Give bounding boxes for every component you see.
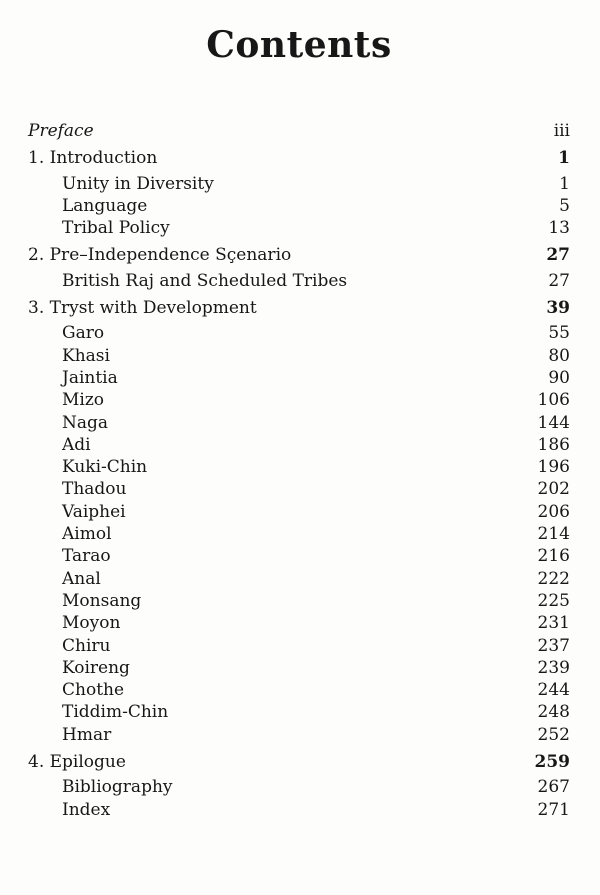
toc-entry-page: 237 <box>537 635 570 656</box>
toc-entry-label: Unity in Diversity <box>62 173 214 194</box>
toc-entry-page: 5 <box>559 195 570 216</box>
toc-entry-label: Monsang <box>62 590 142 611</box>
toc-entry-label: Anal <box>62 568 101 589</box>
toc-entry-page: 248 <box>537 702 570 723</box>
toc-entry-label: Language <box>62 195 148 216</box>
toc-entry <box>28 195 570 217</box>
toc-entry-label: Tribal Policy <box>62 218 170 239</box>
toc-entry <box>28 590 570 612</box>
toc-entry <box>28 612 570 634</box>
toc-entry-label: Index <box>62 799 111 820</box>
toc-entry <box>28 635 570 657</box>
toc-entry-label: Moyon <box>62 613 121 634</box>
toc-entry-label: Koireng <box>62 657 130 678</box>
toc-entry-page: 106 <box>537 390 570 411</box>
toc-entry-label: 1. Introduction <box>28 148 158 169</box>
toc-entry <box>28 297 570 319</box>
toc-entry-label: Jaintia <box>62 367 118 388</box>
toc-entry <box>28 345 570 367</box>
toc-entry-page: 222 <box>537 568 570 589</box>
toc-entry-page: 271 <box>537 799 570 820</box>
toc-entry-page: 196 <box>537 457 570 478</box>
toc-entry-page: 225 <box>537 590 570 611</box>
toc-entry <box>28 724 570 746</box>
toc-entry <box>28 367 570 389</box>
toc-entry-page: 27 <box>548 270 570 291</box>
toc-entry <box>28 776 570 798</box>
toc-entry <box>28 701 570 723</box>
toc-entry-page: 27 <box>546 245 570 266</box>
toc-entry-label: Adi <box>62 434 91 455</box>
toc-entry <box>28 412 570 434</box>
toc-entry <box>28 679 570 701</box>
toc-entry-label: Tarao <box>62 546 111 567</box>
toc-entry-label: Preface <box>28 121 94 141</box>
toc-entry <box>28 751 570 773</box>
toc-entry-label: Chothe <box>62 680 125 701</box>
toc-entry-label: Aimol <box>62 524 112 545</box>
toc-entry <box>28 545 570 567</box>
toc-entry <box>28 501 570 523</box>
toc-entry-label: British Raj and Scheduled Tribes <box>62 270 348 291</box>
toc-entry-page: 202 <box>537 479 570 500</box>
toc-entry-page: 206 <box>537 501 570 522</box>
toc-entry <box>28 270 570 292</box>
toc-entry-page: 186 <box>537 434 570 455</box>
toc-entry-page: 259 <box>534 752 570 773</box>
toc-entry <box>28 173 570 195</box>
toc-entry <box>28 568 570 590</box>
toc-entry-page: 55 <box>548 323 570 344</box>
page-title: Contents <box>206 24 392 66</box>
toc-entry-page: 252 <box>537 724 570 745</box>
toc-entry-label: Garo <box>62 323 105 344</box>
toc-entry <box>28 478 570 500</box>
toc-entry-page: 90 <box>548 367 570 388</box>
toc-entry-page: 231 <box>537 613 570 634</box>
toc-list <box>28 120 570 821</box>
toc-entry <box>28 120 570 142</box>
toc-entry-page: 216 <box>537 546 570 567</box>
toc-entry-page: 80 <box>548 345 570 366</box>
toc-entry-page: 39 <box>546 298 570 319</box>
toc-entry-label: Kuki-Chin <box>62 457 148 478</box>
toc-entry <box>28 389 570 411</box>
toc-entry <box>28 799 570 821</box>
toc-entry-label: Naga <box>62 412 109 433</box>
toc-entry <box>28 434 570 456</box>
toc-entry-label: Thadou <box>62 479 127 500</box>
toc-entry-page: 267 <box>537 777 570 798</box>
toc-entry <box>28 657 570 679</box>
toc-entry-label: Chiru <box>62 635 111 656</box>
toc-entry-page: 1 <box>559 173 570 194</box>
toc-entry-label: Khasi <box>62 345 110 366</box>
toc-entry-label: 3. Tryst with Development <box>28 298 257 319</box>
toc-entry <box>28 217 570 239</box>
toc-entry-label: Hmar <box>62 724 112 745</box>
toc-entry <box>28 456 570 478</box>
toc-entry-label: Tiddim-Chin <box>62 702 169 723</box>
toc-entry-page: 1 <box>558 148 570 169</box>
toc-entry-page: iii <box>553 121 570 141</box>
contents-page <box>0 26 600 895</box>
toc-entry <box>28 147 570 169</box>
toc-entry <box>28 244 570 266</box>
toc-entry <box>28 523 570 545</box>
toc-entry-page: 244 <box>537 680 570 701</box>
toc-entry-label: Vaiphei <box>62 501 126 522</box>
toc-entry <box>28 322 570 344</box>
toc-entry-page: 239 <box>537 657 570 678</box>
toc-entry-page: 214 <box>537 524 570 545</box>
toc-entry-page: 144 <box>537 412 570 433</box>
toc-entry-label: 2. Pre–Independence Sçenario <box>28 245 292 266</box>
toc-entry-label: Mizo <box>62 390 105 411</box>
toc-entry-label: Bibliography <box>62 777 173 798</box>
toc-entry-page: 13 <box>548 218 570 239</box>
toc-entry-label: 4. Epilogue <box>28 752 126 773</box>
